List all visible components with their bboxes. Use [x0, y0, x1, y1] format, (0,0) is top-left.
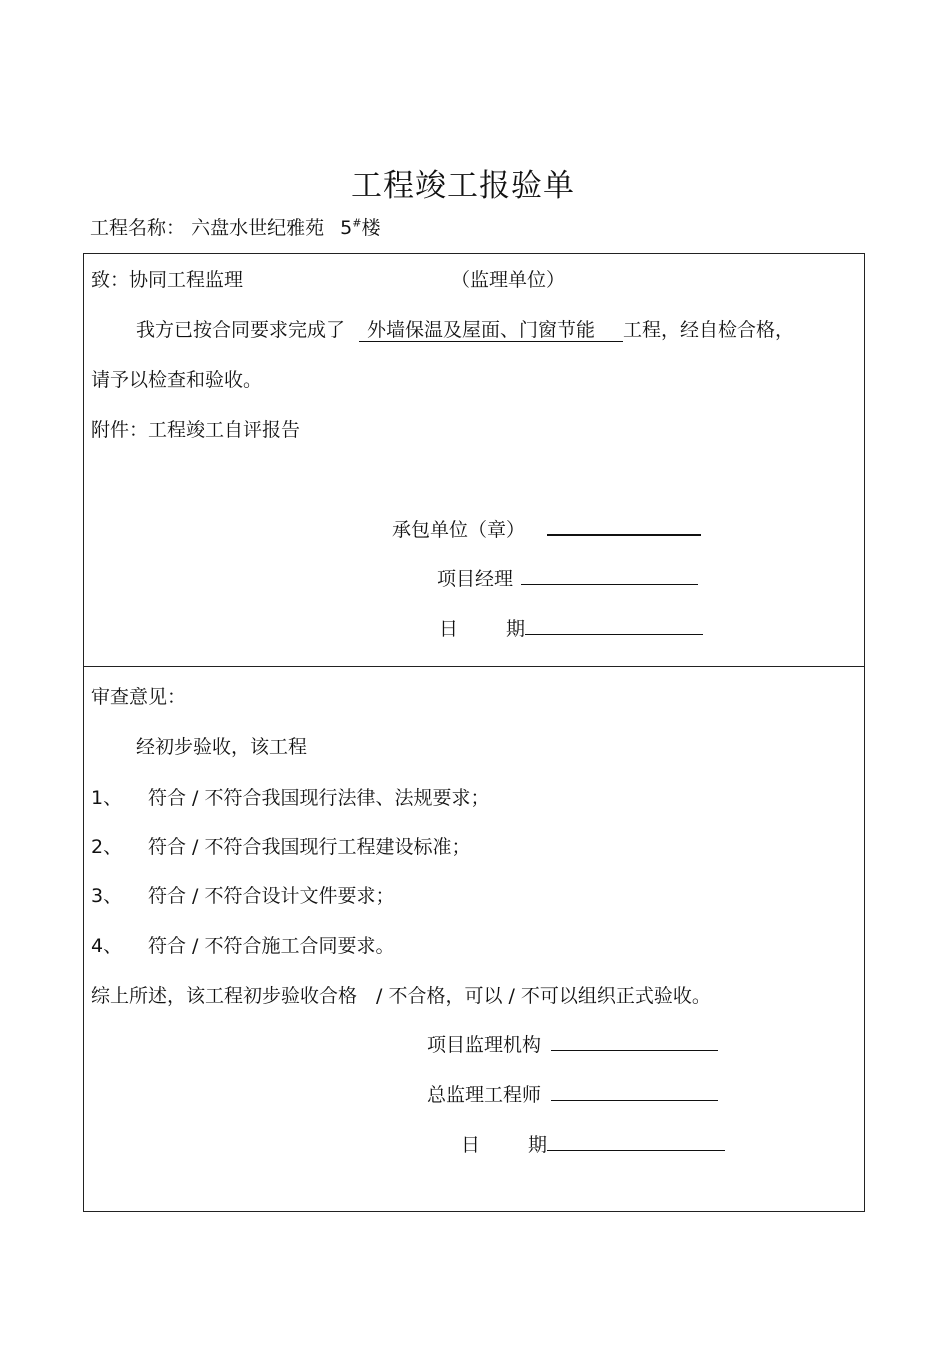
page-title: 工程竣工报验单: [351, 168, 575, 204]
statement-part-c: 请予以检查和验收。: [91, 369, 263, 391]
item-text: 符合 / 不符合施工合同要求。: [148, 935, 395, 957]
chief-line: [551, 1080, 718, 1101]
building-sup: #: [352, 216, 362, 230]
contractor-line: [547, 514, 701, 536]
statement-part-a: 我方已按合同要求完成了: [136, 319, 346, 341]
org-sign-row: [427, 1030, 718, 1057]
review-section: [83, 666, 865, 1212]
recipient: [91, 265, 566, 292]
item-number: 3、: [91, 885, 123, 907]
building-suffix: 楼: [361, 217, 381, 239]
manager-sign-row: [437, 564, 698, 591]
item-text: 符合 / 不符合设计文件要求；: [148, 885, 395, 907]
attachment-note: 附件：工程竣工自评报告: [91, 419, 301, 441]
org-label: 项目监理机构: [427, 1034, 542, 1056]
review-intro: 经初步验收，该工程: [136, 736, 308, 758]
manager-line: [521, 564, 698, 585]
application-section: [83, 253, 865, 667]
review-item: [91, 832, 471, 859]
date-line-1: [525, 614, 703, 635]
chief-sign-row: [427, 1080, 718, 1107]
item-text: 符合 / 不符合我国现行法律、法规要求；: [148, 787, 490, 809]
date-sign-row-2: [461, 1130, 725, 1157]
contractor-label: 承包单位（章）: [392, 519, 526, 541]
date-label-a: 日: [461, 1134, 481, 1156]
date-label-b: 期: [506, 618, 526, 640]
review-item: [91, 783, 490, 810]
recipient-type: （监理单位）: [451, 269, 566, 291]
project-name-line: [90, 213, 380, 240]
manager-label: 项目经理: [437, 568, 514, 590]
date-label-a: 日: [439, 618, 459, 640]
date-label-b: 期: [528, 1134, 548, 1156]
item-number: 1、: [91, 787, 123, 809]
building-number: 5: [340, 217, 353, 239]
item-text: 符合 / 不符合我国现行工程建设标准；: [148, 836, 471, 858]
statement-part-b: 工程，经自检合格，: [623, 319, 795, 341]
date-line-2: [547, 1130, 725, 1151]
review-summary: 综上所述，该工程初步验收合格 / 不合格，可以 / 不可以组织正式验收。: [91, 985, 711, 1007]
org-line: [551, 1030, 718, 1051]
item-number: 2、: [91, 836, 123, 858]
item-number: 4、: [91, 935, 123, 957]
recipient-name: 致：协同工程监理: [91, 269, 244, 291]
project-label: 工程名称：: [90, 217, 186, 239]
review-item: [91, 931, 395, 958]
chief-label: 总监理工程师: [427, 1084, 542, 1106]
completion-statement: [136, 315, 794, 342]
review-item: [91, 881, 395, 908]
project-name: 六盘水世纪雅苑: [191, 217, 325, 239]
work-name-field: 外墙保温及屋面、门窗节能: [359, 319, 623, 342]
review-header: 审查意见：: [91, 686, 187, 708]
date-sign-row-1: [439, 614, 703, 641]
contractor-sign-row: [392, 514, 701, 542]
